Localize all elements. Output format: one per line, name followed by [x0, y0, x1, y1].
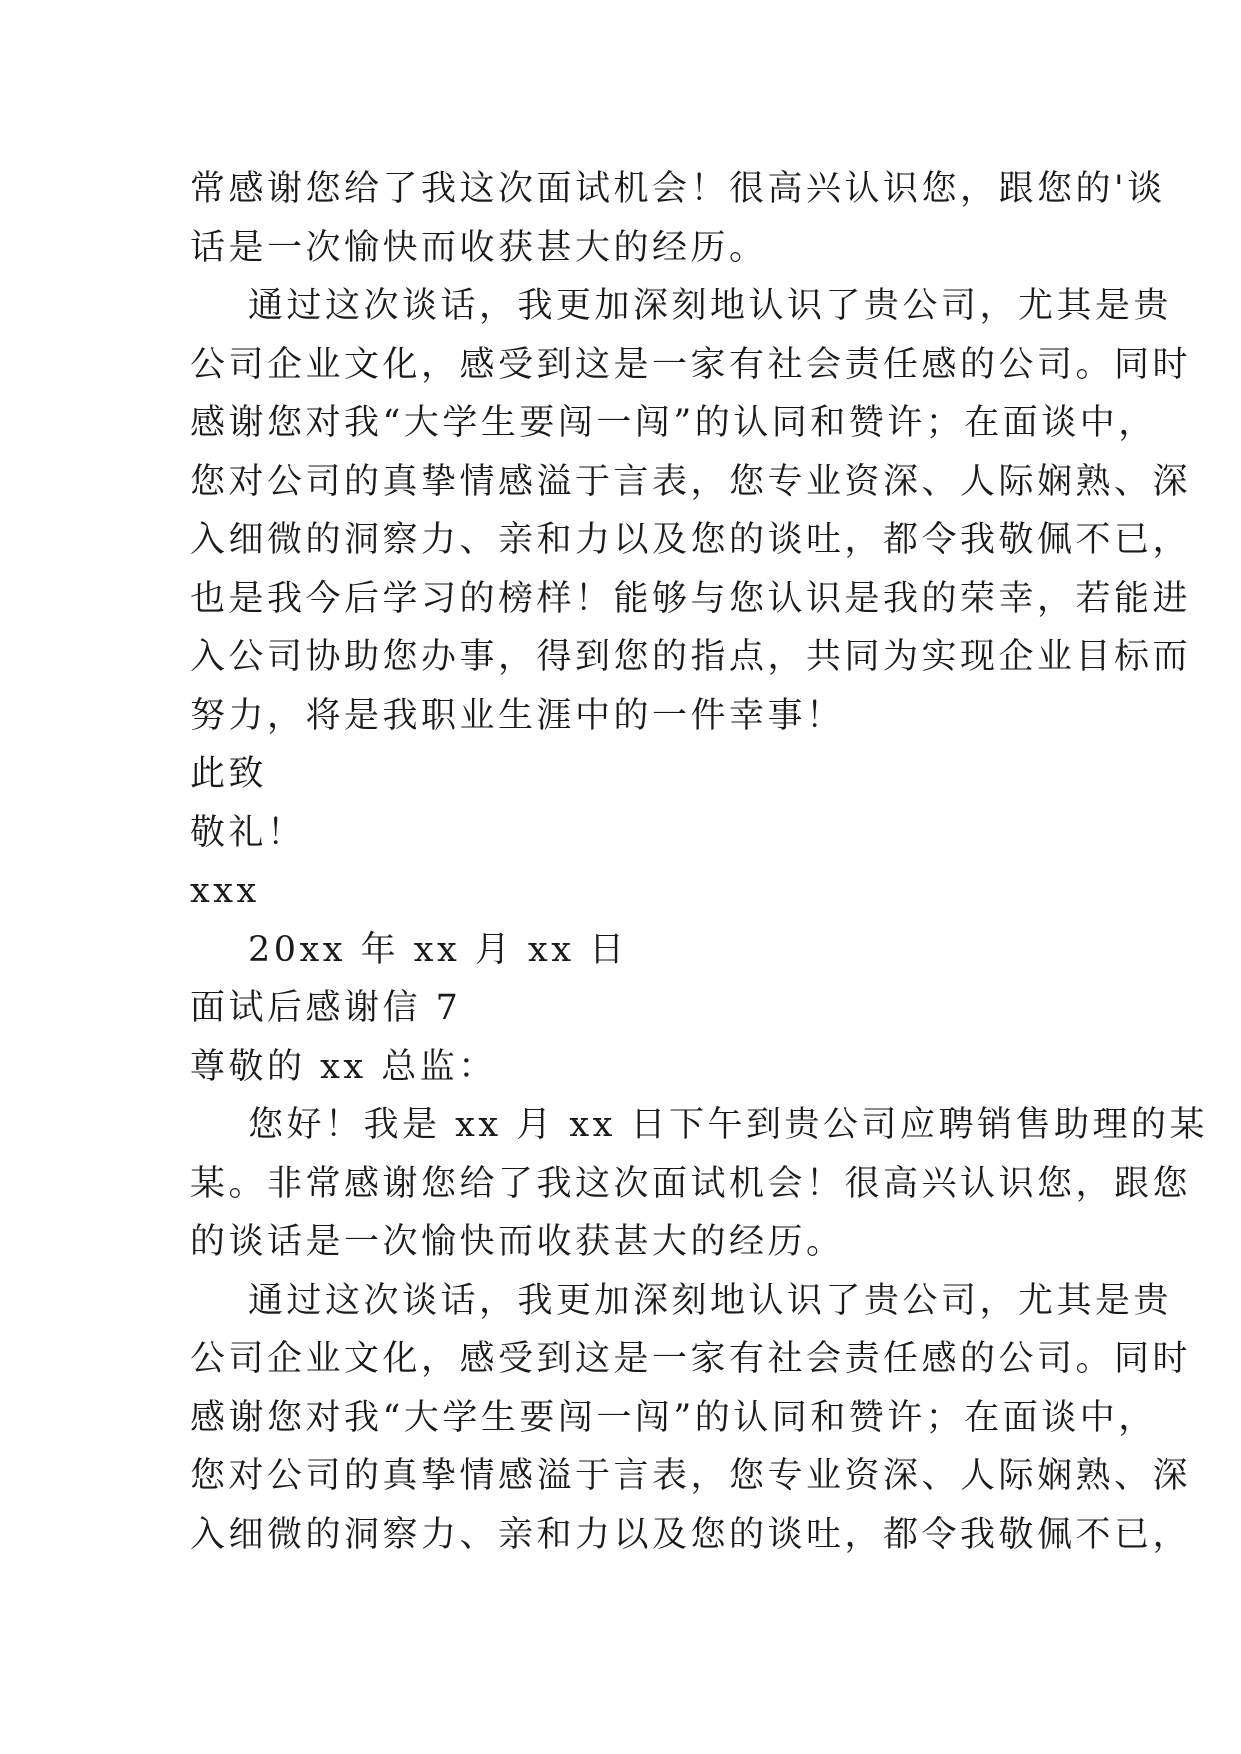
text-line: 公司企业文化，感受到这是一家有社会责任感的公司。同时 [190, 344, 1192, 385]
text-line: 您对公司的真挚情感溢于言表，您专业资深、人际娴熟、深 [190, 461, 1192, 502]
letter-heading: 面试后感谢信 7 [190, 988, 462, 1028]
letter2-body-paragraph [190, 1272, 1192, 1565]
text-line: 的谈话是一次愉快而收获甚大的经历。 [190, 1222, 845, 1262]
text-line: 常感谢您给了我这次面试机会！很高兴认识您，跟您的'谈 [190, 169, 1166, 209]
text-line: 感谢您对我“大学生要闯一闯”的认同和赞许；在面谈中， [190, 403, 1157, 443]
text-line: 入细微的洞察力、亲和力以及您的谈吐，都令我敬佩不已， [190, 520, 1192, 560]
letter-content [190, 160, 1208, 1564]
text-line: 通过这次谈话，我更加深刻地认识了贵公司，尤其是贵 [248, 1280, 1173, 1321]
text-line: 入公司协助您办事，得到您的指点，共同为实现企业目标而 [190, 637, 1192, 677]
text-line: 公司企业文化，感受到这是一家有社会责任感的公司。同时 [190, 1339, 1192, 1379]
text-line: 努力，将是我职业生涯中的一件幸事！ [190, 695, 845, 736]
closing-line: 此致 [190, 754, 268, 794]
text-line: 入细微的洞察力、亲和力以及您的谈吐，都令我敬佩不已， [190, 1514, 1192, 1555]
text-line: 您好！我是 xx 月 xx 日下午到贵公司应聘销售助理的某 [248, 1105, 1208, 1145]
letter1-closing [190, 745, 1070, 979]
letter2-intro-paragraph [190, 1096, 1208, 1272]
text-line: 也是我今后学习的榜样！能够与您认识是我的荣幸，若能进 [190, 578, 1192, 619]
salutation: 尊敬的 xx 总监： [190, 1046, 497, 1087]
signature: xxx [190, 871, 260, 911]
text-line: 您对公司的真挚情感溢于言表，您专业资深、人际娴熟、深 [190, 1456, 1192, 1496]
date-line: 20xx 年 xx 月 xx 日 [248, 929, 628, 970]
text-line: 某。非常感谢您给了我这次面试机会！很高兴认识您，跟您 [190, 1163, 1192, 1204]
closing-line: 敬礼！ [190, 812, 306, 853]
letter1-intro-paragraph [190, 160, 1166, 277]
text-line: 感谢您对我“大学生要闯一闯”的认同和赞许；在面谈中， [190, 1397, 1157, 1438]
letter1-body-paragraph [190, 277, 1192, 745]
letter2-header [190, 979, 1070, 1096]
text-line: 话是一次愉快而收获甚大的经历。 [190, 227, 768, 268]
text-line: 通过这次谈话，我更加深刻地认识了贵公司，尤其是贵 [248, 286, 1173, 326]
